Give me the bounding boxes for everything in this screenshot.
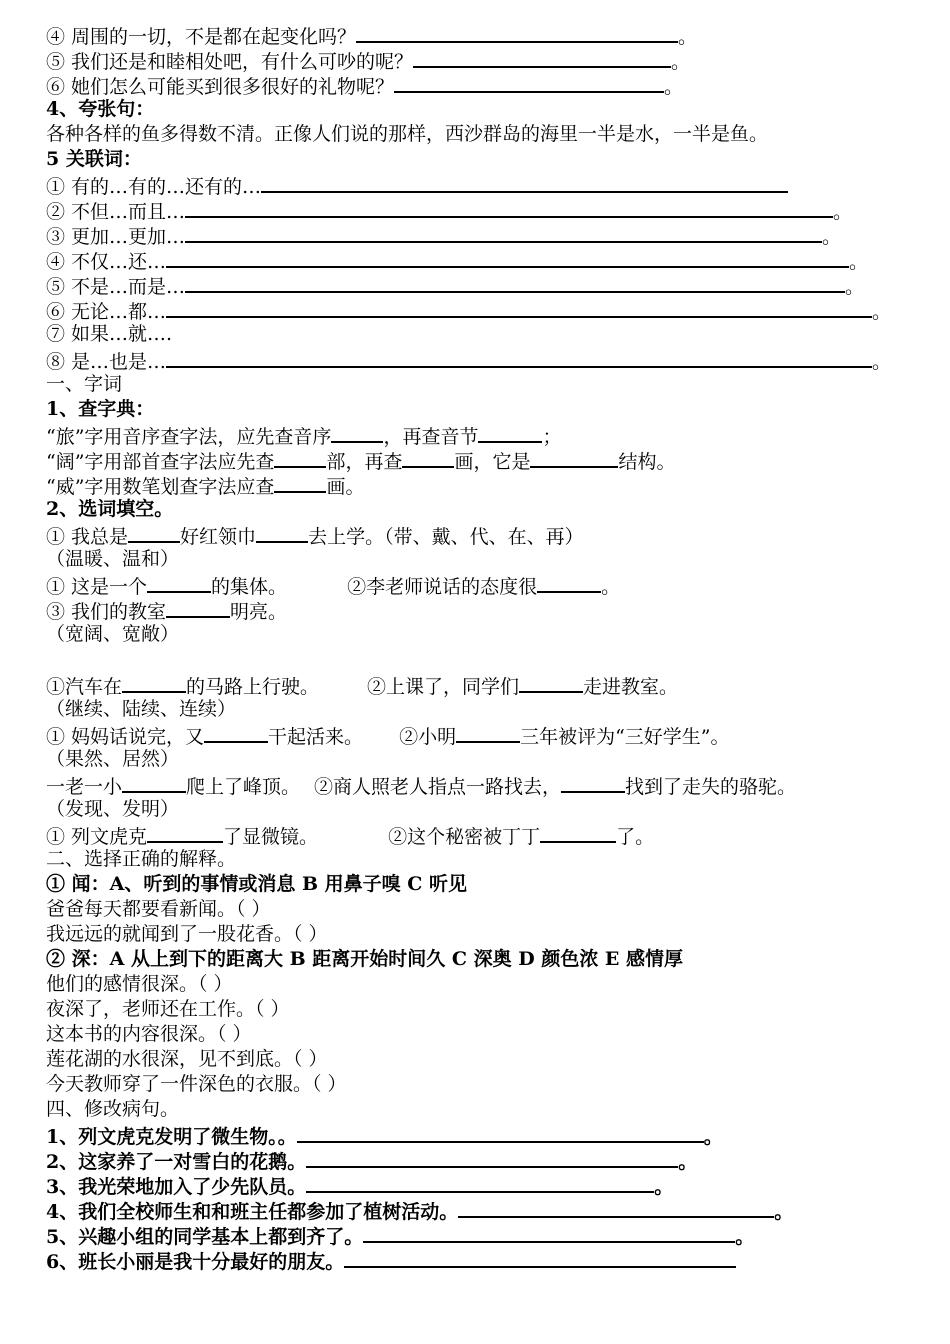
answer-blank[interactable] — [166, 247, 849, 268]
shen-sentence[interactable]: 他们的感情很深。（ ） — [46, 973, 233, 995]
shen-sentence[interactable]: 这本书的内容很深。（ ） — [46, 1023, 252, 1045]
dict-heading: 1、查字典： — [46, 398, 155, 420]
conjunction-item: ⑦ 如果…就…. — [46, 323, 173, 345]
answer-blank[interactable] — [458, 1197, 774, 1218]
wen-definitions: ① 闻：A、听到的事情或消息 B 用鼻子嗅 C 听见 — [46, 873, 467, 895]
answer-blank[interactable] — [185, 197, 833, 218]
conjunction-item: ⑥ 无论…都… 。 — [46, 297, 926, 322]
conjunction-item: ④ 不仅…还… 。 — [46, 247, 926, 272]
word-group: （继续、陆续、连续） — [46, 698, 237, 720]
fill-4: ①汽车在 的马路上行驶。 ②上课了，同学们 走进教室。 — [46, 672, 926, 697]
answer-blank[interactable] — [331, 422, 383, 443]
answer-blank[interactable] — [297, 1122, 704, 1143]
conjunction-item: ① 有的…有的…还有的… — [46, 172, 926, 197]
answer-blank[interactable] — [478, 422, 542, 443]
shen-sentence[interactable]: 莲花湖的水很深，见不到底。（ ） — [46, 1048, 328, 1070]
correction-item: 3、我光荣地加入了少先队员。 。 — [46, 1172, 926, 1197]
answer-blank[interactable] — [274, 447, 326, 468]
correction-item: 2、这家养了一对雪白的花鹅。 。 — [46, 1147, 926, 1172]
answer-blank[interactable] — [166, 347, 872, 368]
answer-blank[interactable] — [413, 47, 671, 68]
word-group: （发现、发明） — [46, 798, 180, 820]
fill-1: ① 我总是 好红领巾 去上学。（带、戴、代、在、再） — [46, 522, 926, 547]
answer-blank[interactable] — [540, 822, 616, 843]
word-group: （温暖、温和） — [46, 548, 180, 570]
answer-blank[interactable] — [147, 822, 223, 843]
conjunction-item: ③ 更加…更加… 。 — [46, 222, 926, 247]
correction-item: 1、列文虎克发明了微生物。。 。 — [46, 1122, 926, 1147]
dict-wei: “威”字用数笔划查字法应查 画。 — [46, 472, 926, 497]
answer-blank[interactable] — [128, 522, 180, 543]
answer-blank[interactable] — [537, 572, 601, 593]
fill-2: ① 这是一个 的集体。 ②李老师说话的态度很 。 — [46, 572, 926, 597]
shen-sentence[interactable]: 夜深了，老师还在工作。（ ） — [46, 998, 290, 1020]
dict-kuo: “阔”字用部首查字法应先查 部，再查 画，它是 结构。 — [46, 447, 926, 472]
worksheet — [46, 22, 926, 1272]
conjunction-item: ⑧ 是…也是… 。 — [46, 347, 926, 372]
part1-heading: 一、字词 — [46, 373, 123, 395]
answer-blank[interactable] — [306, 1172, 654, 1193]
answer-blank[interactable] — [261, 172, 788, 193]
shen-definitions: ② 深：A 从上到下的距离大 B 距离开始时间久 C 深奥 D 颜色浓 E 感情厚 — [46, 948, 684, 970]
shen-sentence[interactable]: 今天教师穿了一件深色的衣服。（ ） — [46, 1073, 347, 1095]
answer-blank[interactable] — [185, 222, 822, 243]
answer-blank[interactable] — [519, 672, 583, 693]
answer-blank[interactable] — [363, 1222, 735, 1243]
answer-blank[interactable] — [256, 522, 308, 543]
correction-item: 6、班长小丽是我十分最好的朋友。 — [46, 1247, 926, 1272]
conjunctions-heading: 5 关联词： — [46, 148, 142, 170]
answer-blank[interactable] — [356, 22, 678, 43]
word-group: （果然、居然） — [46, 748, 180, 770]
wen-sentence[interactable]: 我远远的就闻到了一股花香。（ ） — [46, 923, 328, 945]
answer-blank[interactable] — [185, 272, 845, 293]
fill-6: 一老一小 爬上了峰顶。 ②商人照老人指点一路找去， 找到了走失的骆驼。 — [46, 772, 926, 797]
part2-heading: 二、选择正确的解释。 — [46, 848, 237, 870]
answer-blank[interactable] — [166, 597, 230, 618]
answer-blank[interactable] — [122, 772, 186, 793]
dict-lv: “旅”字用音序查字法，应先查音序 ，再查音节 ； — [46, 422, 926, 447]
conjunction-item: ② 不但…而且… 。 — [46, 197, 926, 222]
fill-heading: 2、选词填空。 — [46, 498, 174, 520]
answer-blank[interactable] — [306, 1147, 678, 1168]
fill-3: ③ 我们的教室 明亮。 — [46, 597, 926, 622]
answer-blank[interactable] — [274, 472, 326, 493]
answer-blank[interactable] — [456, 722, 520, 743]
correction-item: 5、兴趣小组的同学基本上都到齐了。 。 — [46, 1222, 926, 1247]
answer-blank[interactable] — [344, 1247, 736, 1268]
answer-blank[interactable] — [394, 72, 664, 93]
exaggeration-text: 各种各样的鱼多得数不清。正像人们说的那样，西沙群岛的海里一半是水，一半是鱼。 — [46, 123, 769, 145]
correction-item: 4、我们全校师生和和班主任都参加了植树活动。 。 — [46, 1197, 926, 1222]
answer-blank[interactable] — [166, 297, 872, 318]
answer-blank[interactable] — [561, 772, 625, 793]
answer-blank[interactable] — [530, 447, 618, 468]
answer-blank[interactable] — [122, 672, 186, 693]
rhetorical-q5: ⑤ 我们还是和睦相处吧，有什么可吵的呢？ 。 — [46, 47, 926, 72]
answer-blank[interactable] — [204, 722, 268, 743]
conjunction-item: ⑤ 不是…而是… 。 — [46, 272, 926, 297]
answer-blank[interactable] — [402, 447, 454, 468]
rhetorical-q4: ④ 周围的一切，不是都在起变化吗？ 。 — [46, 22, 926, 47]
word-group: （宽阔、宽敞） — [46, 623, 180, 645]
fill-7: ① 列文虎克 了显微镜。 ②这个秘密被丁丁 了。 — [46, 822, 926, 847]
wen-sentence[interactable]: 爸爸每天都要看新闻。（ ） — [46, 898, 271, 920]
rhetorical-q6: ⑥ 她们怎么可能买到很多很好的礼物呢？ 。 — [46, 72, 926, 97]
fill-5: ① 妈妈话说完，又 干起活来。 ②小明 三年被评为“三好学生”。 — [46, 722, 926, 747]
part4-heading: 四、修改病句。 — [46, 1098, 180, 1120]
answer-blank[interactable] — [147, 572, 211, 593]
exaggeration-heading: 4、夸张句： — [46, 98, 155, 120]
